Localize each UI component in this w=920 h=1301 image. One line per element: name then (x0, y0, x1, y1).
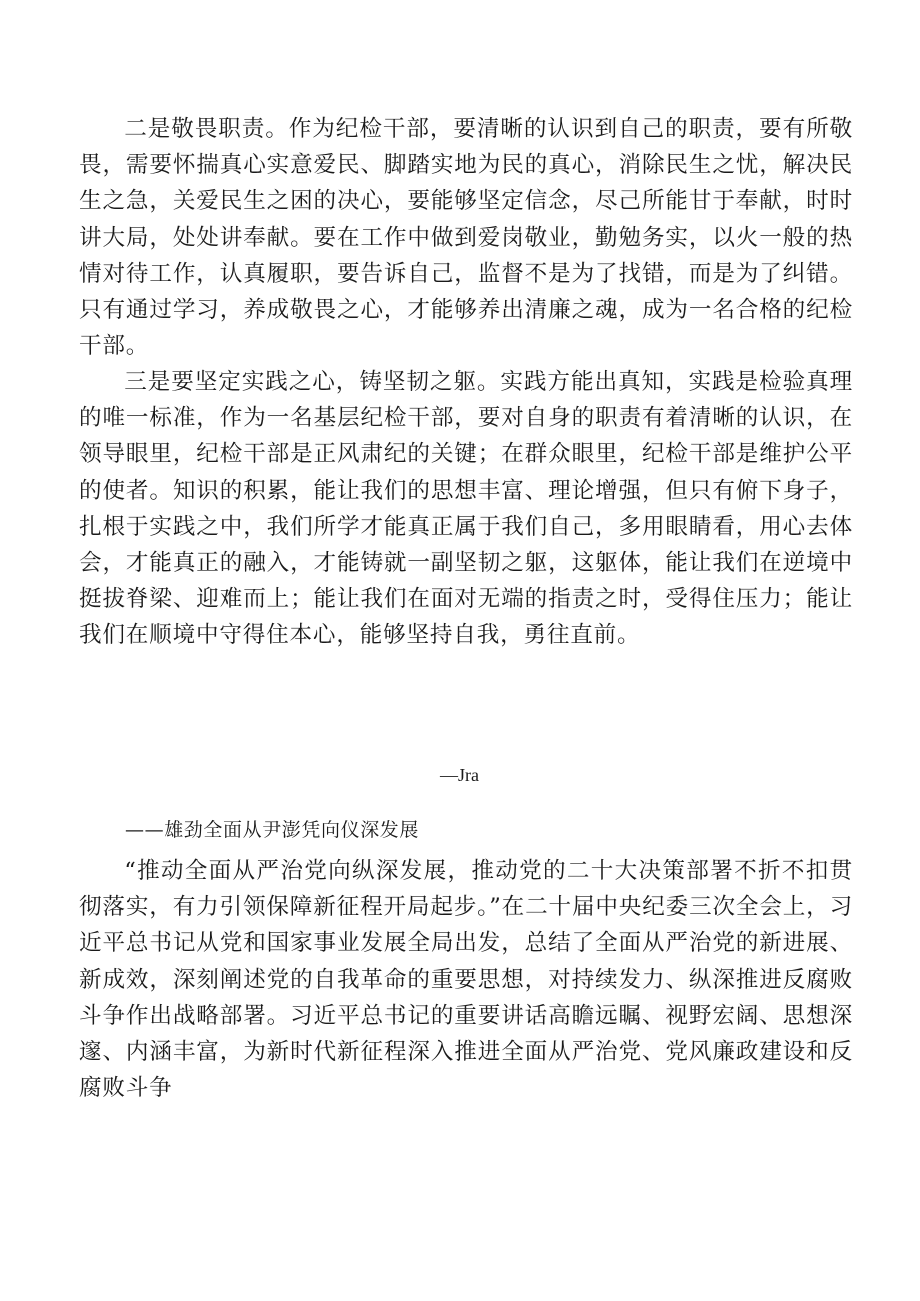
section-separator: —Jra (440, 765, 479, 785)
paragraph-quote: “推动全面从严治党向纵深发展，推动党的二十大决策部署不折不扣贯彻落实，有力引领保障新征程开局起步。”在二十届中央纪委三次全会上，习近平总书记从党和国家事业发展全局出发，总结了全面从严治党的新进展、新成效，深刻阐述党的自我革命的重要思想，对持续发力、纵深推进反腐败斗争作出战略部署。习近平总书记的重要讲话高瞻远瞩、视野宏阔、思想深邃、内涵丰富，为新时代新征程深入推进全面从严治党、党风廉政建设和反腐败斗争 (79, 858, 853, 1102)
section-subheading: ——雄劲全面从尹澎凭向仪深发展 (125, 819, 420, 841)
paragraph-practice: 三是要坚定实践之心，铸坚韧之躯。实践方能出真知，实践是检验真理的唯一标准，作为一名基层纪检干部，要对自身的职责有着清晰的认识，在领导眼里，纪检干部是正风肃纪的关键；在群众眼里，纪检干部是维护公平的使者。知识的积累，能让我们的思想丰富、理论增强，但只有俯下身子，扎根于实践之中，我们所学才能真正属于我们自己，多用眼睛看，用心去体会，才能真正的融入，才能铸就一副坚韧之躯，这躯体，能让我们在逆境中挺拔脊梁、迎难而上；能让我们在面对无端的指责之时，受得住压力；能让我们在顺境中守得住本心，能够坚持自我，勇往直前。 (79, 369, 853, 649)
paragraph-responsibility: 二是敬畏职责。作为纪检干部，要清晰的认识到自己的职责，要有所敬畏，需要怀揣真心实意爱民、脚踏实地为民的真心，消除民生之忧，解决民生之急，关爱民生之困的决心，要能够坚定信念，尽己所能甘于奉献，时时讲大局，处处讲奉献。要在工作中做到爱岗敬业，勤勉务实，以火一般的热情对待工作，认真履职，要告诉自己，监督不是为了找错，而是为了纠错。只有通过学习，养成敬畏之心，才能够养出清廉之魂，成为一名合格的纪检干部。 (79, 116, 853, 360)
